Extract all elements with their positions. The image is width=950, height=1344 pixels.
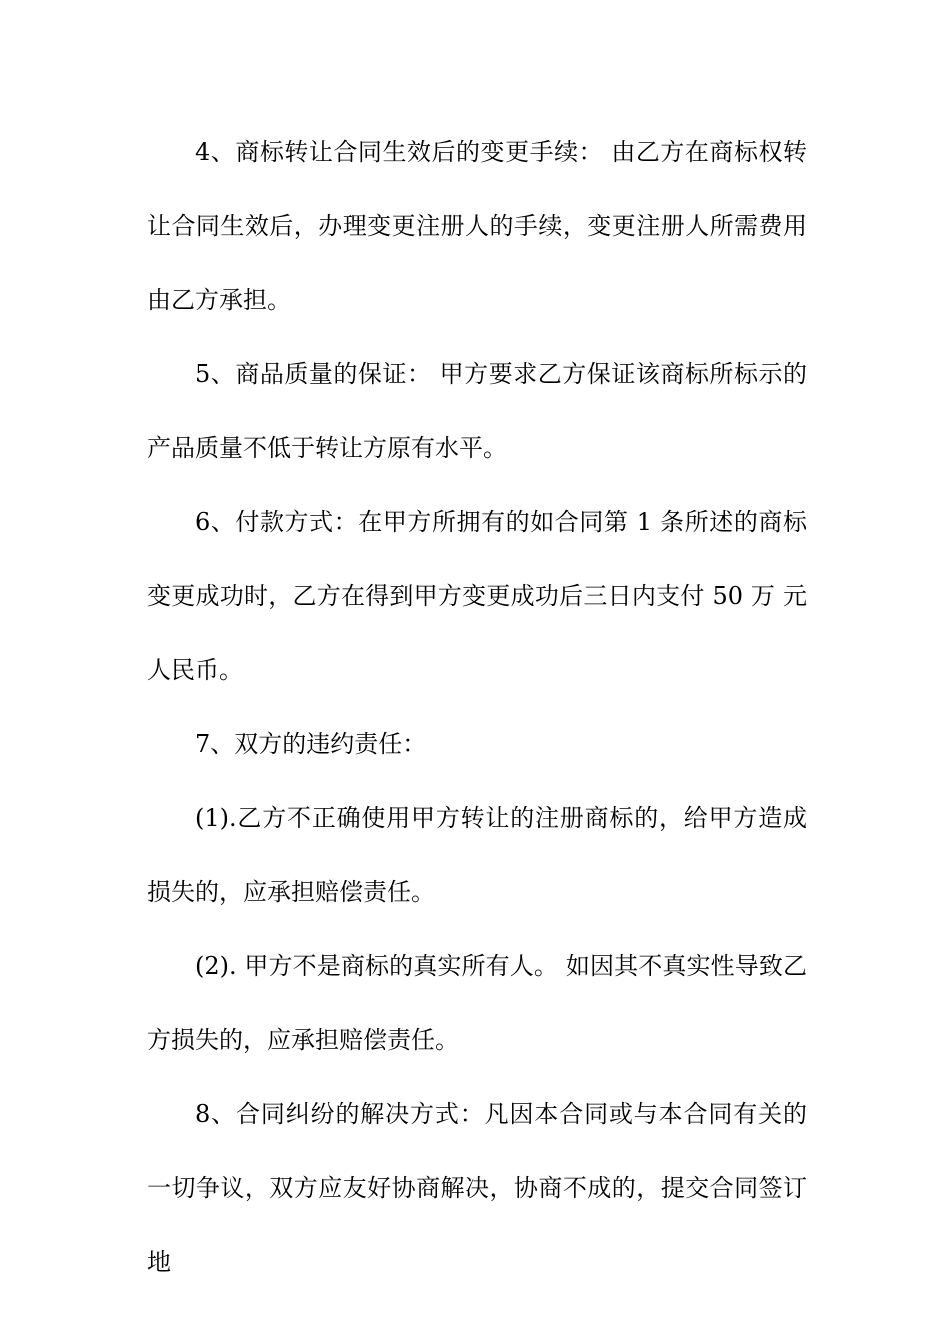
document-body (147, 115, 807, 1299)
clause-7-1-party-b-liability: (1).乙方不正确使用甲方转让的注册商标的，给甲方造成损失的，应承担赔偿责任。 (147, 804, 807, 906)
clause-7-2-party-a-liability: (2). 甲方不是商标的真实所有人。 如因其不真实性导致乙方损失的，应承担赔偿责任。 (147, 952, 807, 1054)
clause-5-quality-guarantee: 5、商品质量的保证： 甲方要求乙方保证该商标所标示的产品质量不低于转让方原有水平。 (147, 360, 807, 462)
clause-8-dispute-resolution: 8、合同纠纷的解决方式：凡因本合同或与本合同有关的一切争议，双方应友好协商解决，协商不成的，提交合同签订地 (147, 1100, 807, 1276)
clause-6-payment-method: 6、付款方式：在甲方所拥有的如合同第 1 条所述的商标变更成功时，乙方在得到甲方变更成功后三日内支付 50 万 元人民币。 (147, 508, 807, 684)
clause-7-liability-heading: 7、双方的违约责任： (195, 730, 427, 758)
clause-4-change-procedure: 4、商标转让合同生效后的变更手续： 由乙方在商标权转让合同生效后，办理变更注册人的手续，变更注册人所需费用由乙方承担。 (147, 138, 807, 314)
